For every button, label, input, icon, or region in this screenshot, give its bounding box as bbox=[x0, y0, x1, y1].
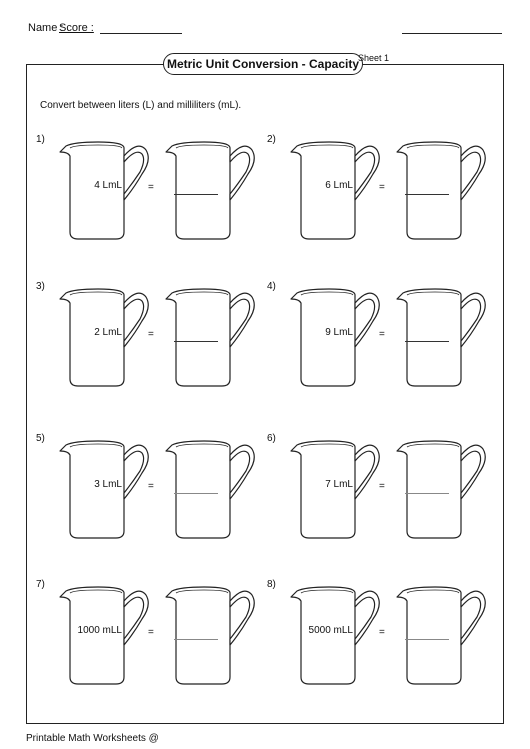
problem-number: 3) bbox=[36, 281, 45, 292]
jug-icon bbox=[391, 579, 491, 689]
instructions: Convert between liters (L) and milliliters (mL). bbox=[40, 100, 242, 111]
problem-6 bbox=[267, 433, 507, 543]
footer-text: Printable Math Worksheets @ bbox=[26, 733, 159, 744]
quantity-label: 1000 mLL bbox=[77, 625, 122, 636]
answer-blank[interactable] bbox=[174, 341, 218, 342]
equals-sign: = bbox=[148, 627, 154, 638]
quantity-label: 2 LmL bbox=[94, 327, 122, 338]
problem-number: 6) bbox=[267, 433, 276, 444]
equals-sign: = bbox=[148, 329, 154, 340]
name-label: Name : bbox=[28, 22, 64, 34]
answer-jug bbox=[160, 579, 260, 689]
equals-sign: = bbox=[148, 481, 154, 492]
quantity-label: 7 LmL bbox=[325, 479, 353, 490]
jug-icon bbox=[391, 134, 491, 244]
answer-jug bbox=[160, 281, 260, 391]
quantity-label: 6 LmL bbox=[325, 180, 353, 191]
jug-icon bbox=[160, 281, 260, 391]
problem-8 bbox=[267, 579, 507, 689]
jug-icon bbox=[391, 433, 491, 543]
answer-jug bbox=[391, 134, 491, 244]
score-label: Score : bbox=[59, 22, 94, 34]
worksheet-title: Metric Unit Conversion - Capacity bbox=[163, 53, 363, 75]
answer-jug bbox=[391, 281, 491, 391]
answer-blank[interactable] bbox=[174, 639, 218, 640]
answer-blank[interactable] bbox=[174, 194, 218, 195]
answer-jug bbox=[391, 433, 491, 543]
problem-5 bbox=[36, 433, 276, 543]
problem-2 bbox=[267, 134, 507, 244]
score-blank-line[interactable] bbox=[402, 33, 502, 34]
problem-number: 7) bbox=[36, 579, 45, 590]
equals-sign: = bbox=[148, 182, 154, 193]
quantity-label: 3 LmL bbox=[94, 479, 122, 490]
equals-sign: = bbox=[379, 627, 385, 638]
sheet-label: Sheet 1 bbox=[358, 53, 390, 63]
answer-jug bbox=[160, 433, 260, 543]
jug-icon bbox=[160, 579, 260, 689]
problem-number: 2) bbox=[267, 134, 276, 145]
problem-1 bbox=[36, 134, 276, 244]
answer-blank[interactable] bbox=[405, 341, 449, 342]
name-blank-line[interactable] bbox=[100, 33, 182, 34]
answer-jug bbox=[160, 134, 260, 244]
equals-sign: = bbox=[379, 182, 385, 193]
answer-jug bbox=[391, 579, 491, 689]
quantity-label: 5000 mLL bbox=[308, 625, 353, 636]
problem-number: 4) bbox=[267, 281, 276, 292]
answer-blank[interactable] bbox=[174, 493, 218, 494]
problem-3 bbox=[36, 281, 276, 391]
problem-7 bbox=[36, 579, 276, 689]
jug-icon bbox=[391, 281, 491, 391]
jug-icon bbox=[160, 134, 260, 244]
answer-blank[interactable] bbox=[405, 194, 449, 195]
equals-sign: = bbox=[379, 481, 385, 492]
quantity-label: 9 LmL bbox=[325, 327, 353, 338]
problem-number: 1) bbox=[36, 134, 45, 145]
jug-icon bbox=[160, 433, 260, 543]
equals-sign: = bbox=[379, 329, 385, 340]
problem-4 bbox=[267, 281, 507, 391]
problem-number: 8) bbox=[267, 579, 276, 590]
answer-blank[interactable] bbox=[405, 493, 449, 494]
quantity-label: 4 LmL bbox=[94, 180, 122, 191]
answer-blank[interactable] bbox=[405, 639, 449, 640]
problem-number: 5) bbox=[36, 433, 45, 444]
